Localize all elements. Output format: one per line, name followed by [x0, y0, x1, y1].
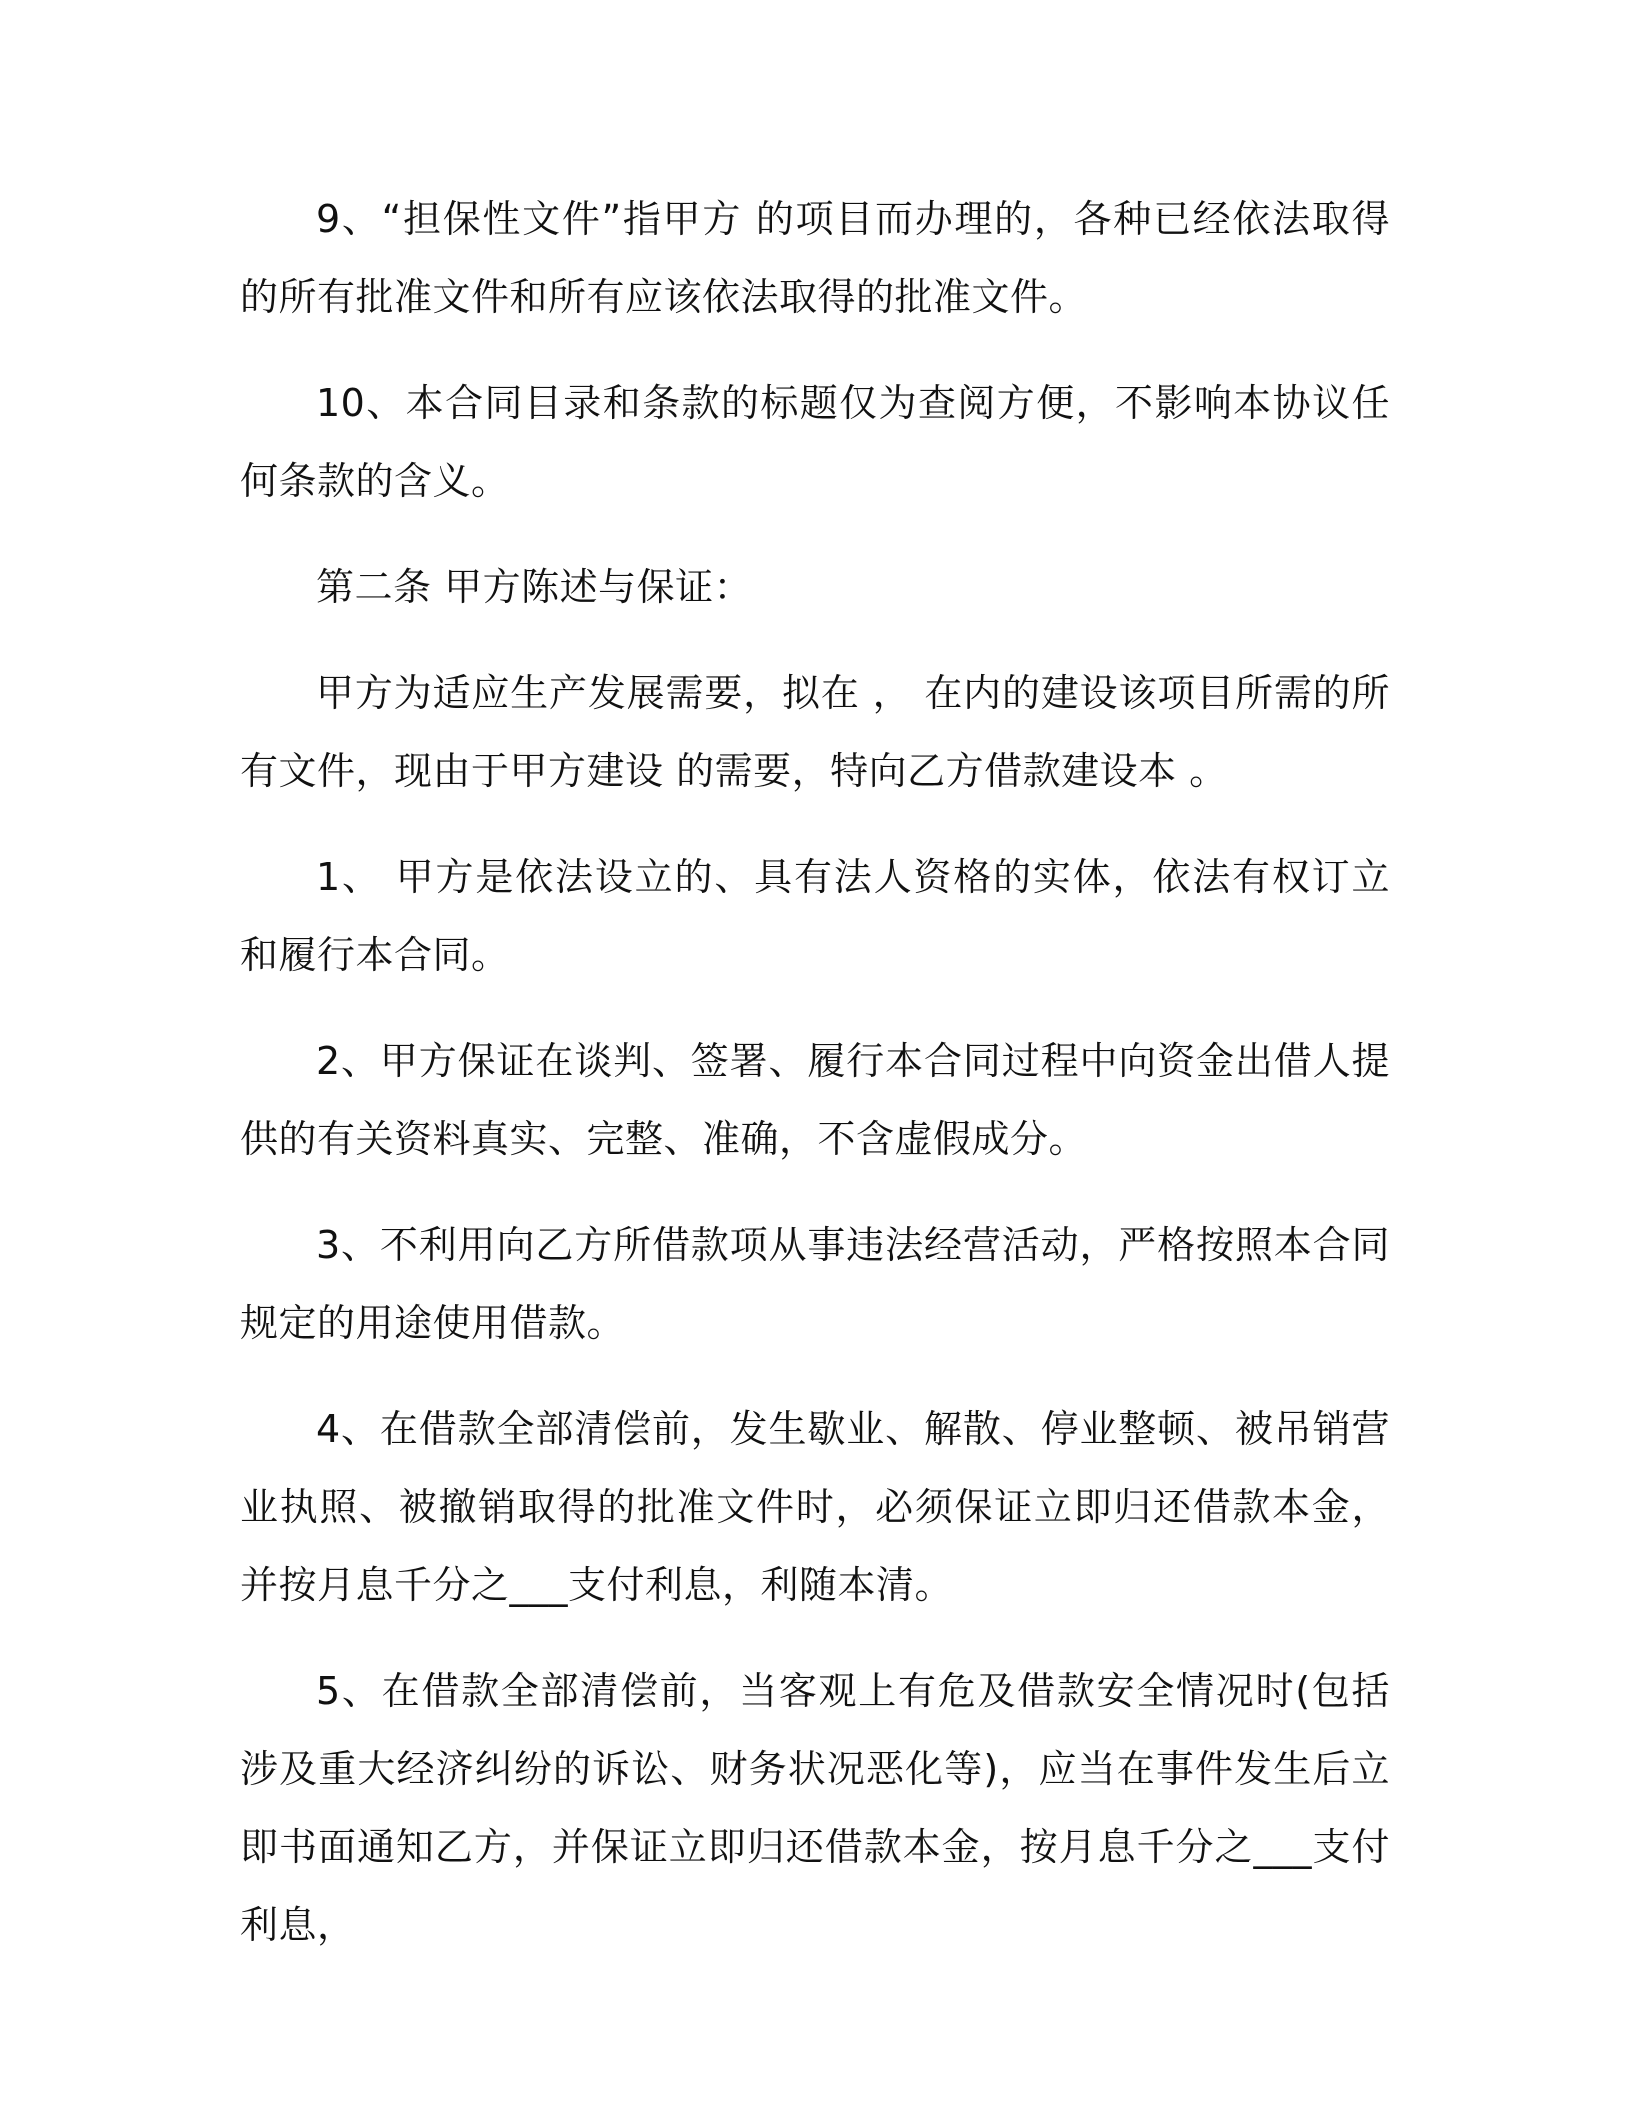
article-2-heading: 第二条 甲方陈述与保证：: [316, 565, 753, 609]
party-a-intro-paragraph: 甲方为适应生产发展需要，拟在 ， 在内的建设该项目所需的所有文件，现由于甲方建设 的需要，特向乙方借款建设本 。: [240, 671, 1390, 793]
warranty-1-paragraph: 1、 甲方是依法设立的、具有法人资格的实体，依法有权订立和履行本合同。: [240, 855, 1390, 977]
warranty-5-paragraph: 5、在借款全部清偿前，当客观上有危及借款安全情况时(包括涉及重大经济纠纷的诉讼、财务状况恶化等)，应当在事件发生后立即书面通知乙方，并保证立即归还借款本金，按月息千分之___支付利息，: [240, 1669, 1390, 1947]
warranty-3-paragraph: 3、不利用向乙方所借款项从事违法经营活动，严格按照本合同规定的用途使用借款。: [240, 1223, 1390, 1345]
document-body: [240, 180, 1390, 1992]
warranty-4-paragraph: 4、在借款全部清偿前，发生歇业、解散、停业整顿、被吊销营业执照、被撤销取得的批准文件时，必须保证立即归还借款本金，并按月息千分之___支付利息，利随本清。: [240, 1407, 1390, 1607]
clause-9-paragraph: 9、“担保性文件”指甲方 的项目而办理的，各种已经依法取得的所有批准文件和所有应该依法取得的批准文件。: [240, 197, 1390, 319]
warranty-2-paragraph: 2、甲方保证在谈判、签署、履行本合同过程中向资金出借人提供的有关资料真实、完整、准确，不含虚假成分。: [240, 1039, 1390, 1161]
clause-10-paragraph: 10、本合同目录和条款的标题仅为查阅方便，不影响本协议任何条款的含义。: [240, 381, 1390, 503]
